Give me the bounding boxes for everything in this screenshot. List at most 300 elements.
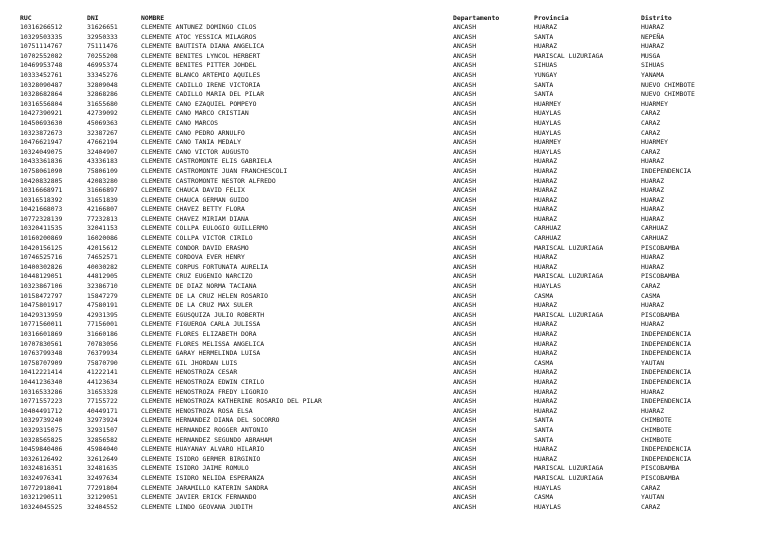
cell-dni: 74652571 — [87, 253, 118, 262]
table-row — [20, 61, 761, 71]
cell-departamento: ANCASH — [453, 425, 477, 434]
cell-dni: 47580191 — [87, 301, 118, 310]
cell-dni: 32497634 — [87, 473, 118, 482]
table-row — [20, 33, 761, 43]
cell-departamento: ANCASH — [453, 473, 477, 482]
cell-dni: 32809048 — [87, 80, 118, 89]
cell-departamento: ANCASH — [453, 387, 477, 396]
table-row — [20, 90, 761, 100]
cell-nombre: CLEMENTE JAVIER ERICK FERNANDO — [141, 493, 257, 502]
cell-dni: 47662194 — [87, 138, 118, 147]
cell-ruc: 10320411535 — [20, 224, 63, 233]
cell-distrito: CARAZ — [641, 118, 661, 127]
cell-ruc: 10400302826 — [20, 262, 63, 271]
cell-nombre: CLEMENTE CANO MARCOS — [141, 118, 218, 127]
table-row — [20, 272, 761, 282]
cell-dni: 16020086 — [87, 234, 118, 243]
cell-distrito: CHIMBOTE — [641, 425, 672, 434]
cell-nombre: CLEMENTE CASTROMONTE ELIS GABRIELA — [141, 157, 272, 166]
table-row — [20, 320, 761, 330]
cell-departamento: ANCASH — [453, 262, 477, 271]
cell-departamento: ANCASH — [453, 61, 477, 70]
cell-dni: 32973924 — [87, 416, 118, 425]
cell-dni: 77232813 — [87, 214, 118, 223]
cell-distrito: PISCOBAMBA — [641, 310, 680, 319]
cell-dni: 32868286 — [87, 90, 118, 99]
cell-provincia: SANTA — [534, 80, 554, 89]
cell-departamento: ANCASH — [453, 416, 477, 425]
cell-dni: 42015612 — [87, 243, 118, 252]
cell-provincia: HUARAZ — [534, 253, 558, 262]
cell-distrito: CARAZ — [641, 282, 661, 291]
table-row — [20, 282, 761, 292]
cell-nombre: CLEMENTE FIGUEROA CARLA JULISSA — [141, 320, 261, 329]
cell-ruc: 10707830561 — [20, 339, 63, 348]
cell-departamento: ANCASH — [453, 32, 477, 41]
table-row — [20, 81, 761, 91]
cell-distrito: INDEPENDENCIA — [641, 339, 692, 348]
cell-distrito: CARHUAZ — [641, 224, 668, 233]
cell-provincia: HUAYLAS — [534, 502, 561, 511]
header-dni: DNI — [87, 14, 99, 22]
cell-dni: 42739092 — [87, 109, 118, 118]
cell-dni: 32041153 — [87, 224, 118, 233]
table-row — [20, 177, 761, 187]
cell-provincia: MARISCAL LUZURIAGA — [534, 464, 604, 473]
cell-dni: 44812905 — [87, 272, 118, 281]
table-body — [20, 23, 761, 512]
cell-provincia: HUARAZ — [534, 176, 558, 185]
cell-nombre: CLEMENTE GARAY HERMELINDA LUISA — [141, 349, 261, 358]
cell-ruc: 10476621947 — [20, 138, 63, 147]
cell-ruc: 10771557223 — [20, 397, 63, 406]
cell-ruc: 10329315075 — [20, 425, 63, 434]
table-row — [20, 464, 761, 474]
cell-distrito: NEPEÑA — [641, 32, 665, 41]
cell-nombre: CLEMENTE CASTROMONTE NESTOR ALFREDO — [141, 176, 276, 185]
cell-departamento: ANCASH — [453, 282, 477, 291]
cell-dni: 42083280 — [87, 176, 118, 185]
cell-nombre: CLEMENTE ISIDRO NELIDA ESPERANZA — [141, 473, 265, 482]
cell-dni: 70783056 — [87, 339, 118, 348]
cell-nombre: CLEMENTE CANO VICTOR AUGUSTO — [141, 147, 249, 156]
cell-nombre: CLEMENTE CHAVEZ MIRIAM DIANA — [141, 214, 249, 223]
cell-departamento: ANCASH — [453, 166, 477, 175]
cell-dni: 15847279 — [87, 291, 118, 300]
cell-provincia: SIHUAS — [534, 61, 558, 70]
table-row — [20, 71, 761, 81]
cell-distrito: NUEVO CHIMBOTE — [641, 90, 695, 99]
cell-dni: 77291804 — [87, 483, 118, 492]
table-row — [20, 292, 761, 302]
table-row — [20, 397, 761, 407]
cell-provincia: HUAYLAS — [534, 109, 561, 118]
cell-dni: 31660186 — [87, 330, 118, 338]
cell-nombre: CLEMENTE ISIDRO JAIME ROMULO — [141, 464, 249, 473]
cell-distrito: HUARAZ — [641, 406, 665, 415]
cell-dni: 33345276 — [87, 70, 118, 79]
cell-provincia: CASMA — [534, 291, 554, 300]
cell-dni: 77156001 — [87, 320, 118, 329]
cell-distrito: PISCOBAMBA — [641, 243, 680, 252]
cell-nombre: CLEMENTE CANO MARCO CRISTIAN — [141, 109, 249, 118]
cell-departamento: ANCASH — [453, 147, 477, 156]
cell-provincia: HUARAZ — [534, 339, 558, 348]
table-row — [20, 129, 761, 139]
header-departamento: Departamento — [453, 14, 500, 22]
cell-distrito: HUARAZ — [641, 205, 665, 214]
cell-distrito: HUARMEY — [641, 99, 668, 108]
cell-provincia: HUARAZ — [534, 166, 558, 175]
cell-nombre: CLEMENTE CANO EZAQUIEL POMPEYO — [141, 99, 257, 108]
cell-departamento: ANCASH — [453, 109, 477, 118]
cell-ruc: 10469953748 — [20, 61, 63, 70]
table-row — [20, 493, 761, 503]
cell-distrito: HUARAZ — [641, 320, 665, 329]
cell-dni: 44123634 — [87, 377, 118, 386]
cell-provincia: HUARAZ — [534, 387, 558, 396]
cell-ruc: 10421668073 — [20, 205, 63, 214]
cell-nombre: CLEMENTE CANO PEDRO ARNULFO — [141, 128, 245, 137]
table-row — [20, 426, 761, 436]
cell-nombre: CLEMENTE DE DIAZ NORMA TACIANA — [141, 282, 257, 291]
cell-departamento: ANCASH — [453, 464, 477, 473]
cell-nombre: CLEMENTE CHAUCA GERMAN GUIDO — [141, 195, 249, 204]
cell-distrito: HUARAZ — [641, 42, 665, 51]
cell-ruc: 10328682864 — [20, 90, 63, 99]
cell-distrito: HUARAZ — [641, 157, 665, 166]
cell-ruc: 10427390921 — [20, 109, 63, 118]
cell-dni: 31651839 — [87, 195, 118, 204]
cell-ruc: 10751114767 — [20, 42, 63, 51]
cell-ruc: 10429313959 — [20, 310, 63, 319]
cell-nombre: CLEMENTE BENITES LYNCOL HERBERT — [141, 51, 261, 60]
cell-provincia: HUARAZ — [534, 205, 558, 214]
cell-nombre: CLEMENTE BAUTISTA DIANA ANGELICA — [141, 42, 265, 51]
table-row — [20, 167, 761, 177]
cell-ruc: 10316518392 — [20, 195, 63, 204]
cell-ruc: 10433361836 — [20, 157, 63, 166]
cell-nombre: CLEMENTE CONDOR DAVID ERASMO — [141, 243, 249, 252]
cell-distrito: PISCOBAMBA — [641, 272, 680, 281]
cell-provincia: MARISCAL LUZURIAGA — [534, 473, 604, 482]
table-row — [20, 484, 761, 494]
cell-departamento: ANCASH — [453, 445, 477, 454]
cell-nombre: CLEMENTE FLORES MELISSA ANGELICA — [141, 339, 265, 348]
cell-dni: 45069363 — [87, 118, 118, 127]
table-row — [20, 138, 761, 148]
cell-dni: 75111476 — [87, 42, 118, 51]
cell-provincia: HUARMEY — [534, 99, 561, 108]
cell-ruc: 10450693630 — [20, 118, 63, 127]
cell-distrito: HUARAZ — [641, 262, 665, 271]
cell-dni: 32129051 — [87, 493, 118, 502]
table-row — [20, 474, 761, 484]
cell-ruc: 10772328139 — [20, 214, 63, 223]
cell-provincia: MARISCAL LUZURIAGA — [534, 310, 604, 319]
cell-departamento: ANCASH — [453, 493, 477, 502]
cell-dni: 32404552 — [87, 502, 118, 511]
cell-ruc: 10771560011 — [20, 320, 63, 329]
cell-provincia: SANTA — [534, 32, 554, 41]
cell-provincia: HUAYLAS — [534, 147, 561, 156]
cell-departamento: ANCASH — [453, 243, 477, 252]
cell-departamento: ANCASH — [453, 406, 477, 415]
cell-dni: 75870790 — [87, 358, 118, 367]
cell-distrito: CARAZ — [641, 128, 661, 137]
cell-nombre: CLEMENTE ANTUNEZ DOMINGO CILOS — [141, 23, 257, 31]
cell-departamento: ANCASH — [453, 80, 477, 89]
cell-ruc: 10448129051 — [20, 272, 63, 281]
cell-distrito: HUARAZ — [641, 253, 665, 262]
cell-nombre: CLEMENTE CRUZ EUGENIO NARCIZO — [141, 272, 253, 281]
cell-provincia: HUARAZ — [534, 397, 558, 406]
cell-departamento: ANCASH — [453, 99, 477, 108]
cell-ruc: 10323867106 — [20, 282, 63, 291]
cell-departamento: ANCASH — [453, 157, 477, 166]
cell-provincia: HUARAZ — [534, 330, 558, 338]
table-row — [20, 330, 761, 340]
cell-ruc: 10702552082 — [20, 51, 63, 60]
table-row — [20, 445, 761, 455]
header-ruc: RUC — [20, 14, 32, 22]
table-row — [20, 503, 761, 513]
cell-nombre: CLEMENTE DE LA CRUZ MAX SULER — [141, 301, 253, 310]
table-row — [20, 215, 761, 225]
cell-provincia: SANTA — [534, 90, 554, 99]
cell-provincia: HUAYLAS — [534, 483, 561, 492]
cell-distrito: MUSGA — [641, 51, 661, 60]
cell-departamento: ANCASH — [453, 42, 477, 51]
cell-distrito: HUARAZ — [641, 186, 665, 195]
cell-nombre: CLEMENTE ATOC YESSICA MILAGROS — [141, 32, 257, 41]
cell-dni: 41222141 — [87, 368, 118, 377]
table-row — [20, 109, 761, 119]
cell-distrito: CARAZ — [641, 109, 661, 118]
cell-distrito: INDEPENDENCIA — [641, 330, 692, 338]
cell-nombre: CLEMENTE FLORES ELIZABETH DORA — [141, 330, 257, 338]
cell-nombre: CLEMENTE GIL JHORDAN LUIS — [141, 358, 238, 367]
cell-dni: 32386710 — [87, 282, 118, 291]
cell-departamento: ANCASH — [453, 214, 477, 223]
cell-departamento: ANCASH — [453, 339, 477, 348]
cell-provincia: HUARMEY — [534, 138, 561, 147]
cell-departamento: ANCASH — [453, 291, 477, 300]
cell-nombre: CLEMENTE HERNANDEZ ROGGER ANTONIO — [141, 425, 268, 434]
cell-nombre: CLEMENTE JARAMILLO KATERIN SANDRA — [141, 483, 268, 492]
cell-distrito: NUEVO CHIMBOTE — [641, 80, 695, 89]
cell-nombre: CLEMENTE BENITES PITTER JOHDEL — [141, 61, 257, 70]
cell-distrito: CASMA — [641, 291, 661, 300]
cell-departamento: ANCASH — [453, 330, 477, 338]
cell-nombre: CLEMENTE CANO TANIA MEDALY — [141, 138, 242, 147]
header-distrito: Distrito — [641, 14, 672, 22]
cell-departamento: ANCASH — [453, 90, 477, 99]
cell-nombre: CLEMENTE LINDO GEOVANA JUDITH — [141, 502, 253, 511]
cell-nombre: CLEMENTE HENOSTROZA FREDY LIGORIO — [141, 387, 268, 396]
cell-ruc: 10316266512 — [20, 23, 63, 31]
cell-nombre: CLEMENTE HENOSTROZA CESAR — [141, 368, 238, 377]
cell-distrito: YAUTAN — [641, 358, 665, 367]
cell-provincia: HUARAZ — [534, 454, 558, 463]
cell-dni: 32950333 — [87, 32, 118, 41]
cell-departamento: ANCASH — [453, 435, 477, 444]
cell-distrito: HUARMEY — [641, 138, 668, 147]
cell-distrito: SIHUAS — [641, 61, 665, 70]
cell-departamento: ANCASH — [453, 23, 477, 31]
cell-provincia: HUAYLAS — [534, 128, 561, 137]
cell-ruc: 10404491712 — [20, 406, 63, 415]
table-row — [20, 148, 761, 158]
cell-ruc: 10763799348 — [20, 349, 63, 358]
cell-ruc: 10333452761 — [20, 70, 63, 79]
cell-distrito: HUARAZ — [641, 195, 665, 204]
cell-distrito: YANAMA — [641, 70, 665, 79]
cell-dni: 76379934 — [87, 349, 118, 358]
cell-departamento: ANCASH — [453, 176, 477, 185]
cell-departamento: ANCASH — [453, 224, 477, 233]
cell-ruc: 10324976341 — [20, 473, 63, 482]
cell-nombre: CLEMENTE HERNANDEZ DIANA DEL SOCORRO — [141, 416, 280, 425]
cell-departamento: ANCASH — [453, 234, 477, 243]
cell-nombre: CLEMENTE COLLPA EULOGIO GUILLERMO — [141, 224, 268, 233]
table-row — [20, 416, 761, 426]
cell-departamento: ANCASH — [453, 195, 477, 204]
data-table — [20, 13, 761, 512]
cell-ruc: 10459840406 — [20, 445, 63, 454]
cell-nombre: CLEMENTE CADILLO MARIA DEL PILAR — [141, 90, 265, 99]
cell-departamento: ANCASH — [453, 301, 477, 310]
cell-departamento: ANCASH — [453, 310, 477, 319]
cell-dni: 32931507 — [87, 425, 118, 434]
cell-dni: 31626651 — [87, 23, 118, 31]
cell-ruc: 10160200869 — [20, 234, 63, 243]
cell-departamento: ANCASH — [453, 51, 477, 60]
cell-dni: 46995374 — [87, 61, 118, 70]
cell-distrito: HUARAZ — [641, 387, 665, 396]
cell-provincia: HUARAZ — [534, 320, 558, 329]
cell-provincia: HUARAZ — [534, 445, 558, 454]
cell-departamento: ANCASH — [453, 320, 477, 329]
cell-distrito: HUARAZ — [641, 301, 665, 310]
table-row — [20, 234, 761, 244]
table-row — [20, 359, 761, 369]
cell-departamento: ANCASH — [453, 454, 477, 463]
cell-dni: 40449171 — [87, 406, 118, 415]
cell-nombre: CLEMENTE CORDOVA EVER HENRY — [141, 253, 245, 262]
cell-dni: 42931395 — [87, 310, 118, 319]
cell-ruc: 10324045525 — [20, 502, 63, 511]
cell-nombre: CLEMENTE CASTROMONTE JUAN FRANCHESCOLI — [141, 166, 288, 175]
cell-ruc: 10420156125 — [20, 243, 63, 252]
cell-ruc: 10316668971 — [20, 186, 63, 195]
cell-distrito: CARAZ — [641, 147, 661, 156]
cell-provincia: CASMA — [534, 358, 554, 367]
cell-departamento: ANCASH — [453, 483, 477, 492]
cell-ruc: 10329739240 — [20, 416, 63, 425]
cell-provincia: HUARAZ — [534, 186, 558, 195]
table-row — [20, 157, 761, 167]
cell-provincia: HUARAZ — [534, 349, 558, 358]
cell-dni: 75806109 — [87, 166, 118, 175]
cell-provincia: CARHUAZ — [534, 234, 561, 243]
cell-distrito: PISCOBAMBA — [641, 464, 680, 473]
cell-distrito: CARAZ — [641, 502, 661, 511]
cell-distrito: INDEPENDENCIA — [641, 349, 692, 358]
cell-provincia: HUARAZ — [534, 195, 558, 204]
cell-ruc: 10316556804 — [20, 99, 63, 108]
table-row — [20, 119, 761, 129]
cell-departamento: ANCASH — [453, 205, 477, 214]
cell-distrito: INDEPENDENCIA — [641, 166, 692, 175]
cell-departamento: ANCASH — [453, 138, 477, 147]
cell-ruc: 10441236340 — [20, 377, 63, 386]
table-row — [20, 42, 761, 52]
cell-distrito: CARAZ — [641, 483, 661, 492]
cell-ruc: 10329503335 — [20, 32, 63, 41]
cell-dni: 31653328 — [87, 387, 118, 396]
cell-provincia: CARHUAZ — [534, 224, 561, 233]
cell-provincia: MARISCAL LUZURIAGA — [534, 272, 604, 281]
cell-departamento: ANCASH — [453, 397, 477, 406]
cell-departamento: ANCASH — [453, 502, 477, 511]
cell-dni: 32404907 — [87, 147, 118, 156]
cell-distrito: HUARAZ — [641, 214, 665, 223]
cell-ruc: 10324816351 — [20, 464, 63, 473]
cell-provincia: CASMA — [534, 493, 554, 502]
cell-nombre: CLEMENTE HENOSTROZA ROSA ELSA — [141, 406, 253, 415]
cell-ruc: 10316601869 — [20, 330, 63, 338]
table-row — [20, 263, 761, 273]
cell-distrito: INDEPENDENCIA — [641, 454, 692, 463]
cell-departamento: ANCASH — [453, 368, 477, 377]
table-row — [20, 23, 761, 33]
cell-provincia: SANTA — [534, 416, 554, 425]
cell-ruc: 10758707909 — [20, 358, 63, 367]
cell-provincia: HUAYLAS — [534, 282, 561, 291]
cell-distrito: CHIMBOTE — [641, 416, 672, 425]
cell-distrito: HUARAZ — [641, 176, 665, 185]
table-row — [20, 311, 761, 321]
cell-provincia: HUARAZ — [534, 377, 558, 386]
cell-ruc: 10746525716 — [20, 253, 63, 262]
cell-nombre: CLEMENTE HUAYANAY ALVARO HILARIO — [141, 445, 265, 454]
cell-provincia: HUARAZ — [534, 262, 558, 271]
table-row — [20, 244, 761, 254]
table-row — [20, 301, 761, 311]
table-row — [20, 100, 761, 110]
table-row — [20, 436, 761, 446]
table-row — [20, 455, 761, 465]
cell-departamento: ANCASH — [453, 128, 477, 137]
cell-ruc: 10328565825 — [20, 435, 63, 444]
cell-ruc: 10321290511 — [20, 493, 63, 502]
header-nombre: NOMBRE — [141, 14, 165, 22]
cell-dni: 42166807 — [87, 205, 118, 214]
cell-nombre: CLEMENTE HERNANDEZ SEGUNDO ABRAHAM — [141, 435, 272, 444]
cell-provincia: HUARAZ — [534, 214, 558, 223]
cell-nombre: CLEMENTE BLANCO ARTEMIO AQUILES — [141, 70, 261, 79]
cell-departamento: ANCASH — [453, 70, 477, 79]
cell-ruc: 10323872673 — [20, 128, 63, 137]
cell-nombre: CLEMENTE EGUSQUIZA JULIO ROBERTH — [141, 310, 265, 319]
cell-departamento: ANCASH — [453, 253, 477, 262]
cell-ruc: 10758061090 — [20, 166, 63, 175]
cell-ruc: 10328090487 — [20, 80, 63, 89]
cell-dni: 32612649 — [87, 454, 118, 463]
cell-distrito: INDEPENDENCIA — [641, 368, 692, 377]
cell-dni: 32481635 — [87, 464, 118, 473]
